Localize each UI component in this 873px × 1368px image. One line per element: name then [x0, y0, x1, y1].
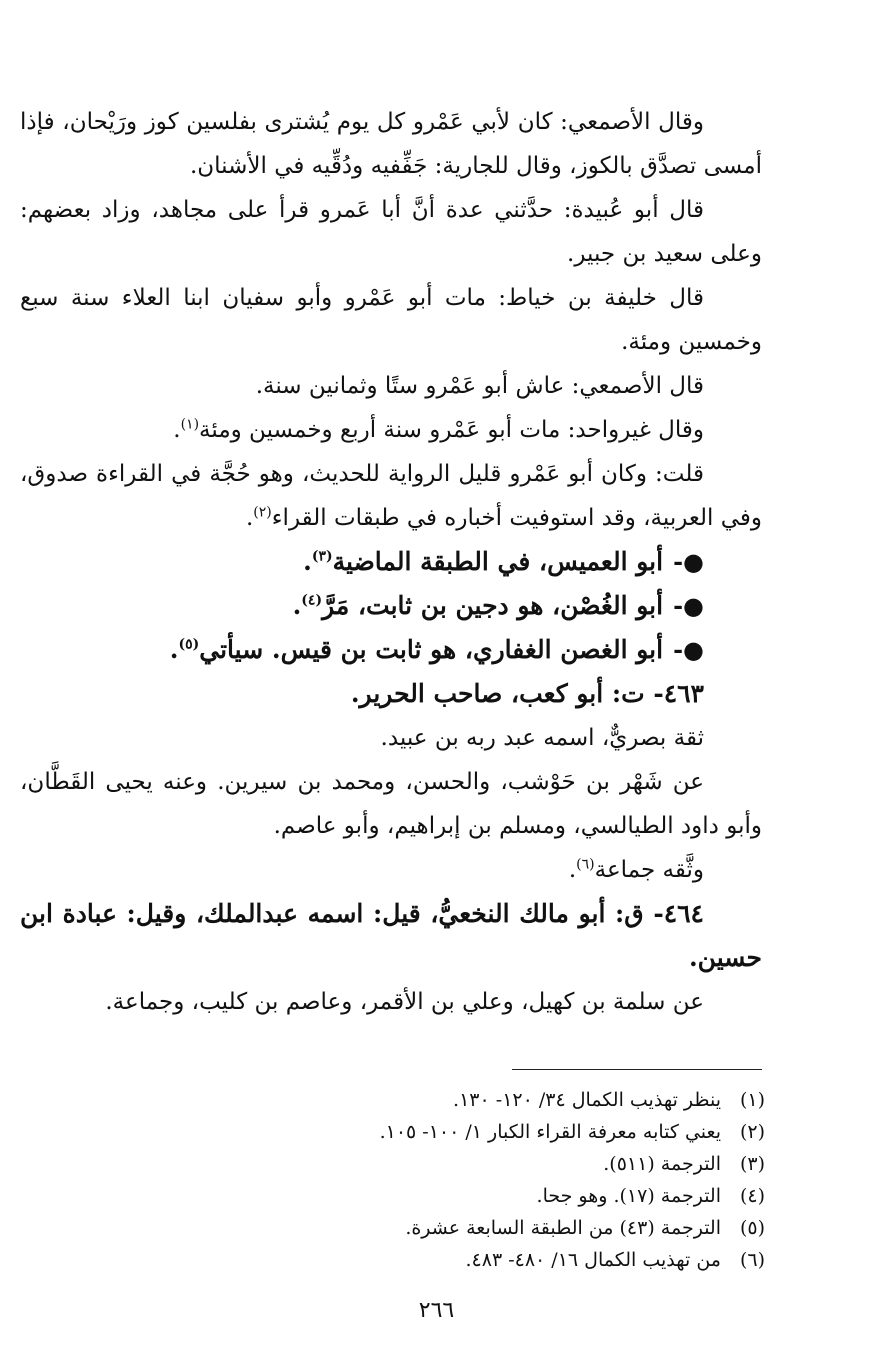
footnote-number: (٥)	[739, 1217, 765, 1239]
footnote-number: (٢)	[739, 1121, 765, 1143]
entry-heading: ٤٦٣- ت: أبو كعب، صاحب الحرير.	[350, 679, 704, 708]
footnote	[125, 1148, 765, 1180]
bullet-item: ●-أبو الغصن الغفاري، هو ثابت بن قيس. سيأتي$^{(٥)}$.	[169, 635, 704, 664]
footnote	[125, 1244, 765, 1276]
footnote-ref: (١)	[180, 416, 200, 433]
footnote	[125, 1116, 765, 1148]
footnote-number: (٦)	[739, 1249, 765, 1271]
footnote-text: الترجمة (١٧). وهو جحا.	[536, 1185, 721, 1207]
paragraph-text: وقال غيرواحد: مات أبو عَمْرو سنة أربع وخمسين ومئة	[199, 417, 704, 443]
footnote-text: من تهذيب الكمال ١٦/ ٤٨٠- ٤٨٣.	[465, 1249, 721, 1271]
bullet-dot-icon: ●-	[673, 547, 704, 576]
paragraph: قال أبو عُبيدة: حدَّثني عدة أنَّ أبا عَمرو قرأ على مجاهد، وزاد بعضهم: وعلى سعيد بن جبير.	[20, 197, 762, 267]
paragraph: قال خليفة بن خياط: مات أبو عَمْرو وأبو سفيان ابنا العلاء سنة سبع وخمسين ومئة.	[20, 285, 762, 355]
entry-line: وثَّقه جماعة$^{(٦)}$.	[568, 856, 704, 883]
footnote-number: (١)	[739, 1089, 765, 1111]
entry-line: عن شَهْر بن حَوْشب، والحسن، ومحمد بن سيرين. وعنه يحيى القَطَّان، وأبو داود الطيالسي، ومسلم بن إبراهيم، وأبو عاصم.	[20, 769, 762, 839]
footnote-text: يعني كتابه معرفة القراء الكبار ١/ ١٠٠- ١٠٥.	[379, 1121, 721, 1143]
entry-heading: ٤٦٤- ق: أبو مالك النخعيُّ، قيل: اسمه عبدالملك، وقيل: عبادة ابن حسين.	[20, 899, 762, 972]
footnote	[125, 1084, 765, 1116]
footnote-text: الترجمة (٤٣) من الطبقة السابعة عشرة.	[405, 1217, 721, 1239]
paragraph: قلت: وكان أبو عَمْرو قليل الرواية للحديث، وهو حُجَّة في القراءة صدوق، وفي العربية، وقد استوفيت أخباره في طبقات القراء$^{(٢)}$.	[20, 461, 762, 531]
entry-line-text: وثَّقه جماعة	[594, 857, 704, 883]
paragraph-text: قلت: وكان أبو عَمْرو قليل الرواية للحديث، وهو حُجَّة في القراءة صدوق، وفي العربية، وقد استوفيت أخباره في طبقات القراء	[20, 461, 762, 531]
footnote	[125, 1212, 765, 1244]
page-number: ٢٦٦	[418, 1298, 455, 1323]
footnote-number: (٣)	[739, 1153, 765, 1175]
bullet-text: أبو الغصن الغفاري، هو ثابت بن قيس. سيأتي	[199, 635, 664, 664]
footnote-ref: (٥)	[178, 636, 200, 653]
bullet-text: أبو العميس، في الطبقة الماضية	[332, 547, 664, 576]
bullet-item: ●-أبو العميس، في الطبقة الماضية$^{(٣)}$.	[303, 547, 704, 576]
footnote-ref: (٤)	[301, 592, 323, 609]
bullet-text: أبو الغُصْن، هو دجين بن ثابت، مَرَّ	[322, 591, 664, 620]
footnote-separator	[512, 1069, 762, 1070]
paragraph: وقال الأصمعي: كان لأبي عَمْرو كل يوم يُشترى بفلسين كوز ورَيْحان، فإذا أمسى تصدَّق بالكوز، وقال للجارية: جَفِّفيه ودُقِّيه في الأشنان.	[20, 109, 762, 179]
footnote	[125, 1180, 765, 1212]
footnote-ref: (٦)	[576, 856, 595, 873]
bullet-dot-icon: ●-	[673, 635, 704, 664]
footnote-number: (٤)	[739, 1185, 765, 1207]
footnote-ref: (٣)	[311, 548, 333, 565]
bullet-item: ●-أبو الغُصْن، هو دجين بن ثابت، مَرَّ$^{(٤)}$.	[292, 591, 704, 620]
paragraph: قال الأصمعي: عاش أبو عَمْرو ستًا وثمانين سنة.	[255, 373, 704, 399]
footnotes	[125, 1084, 765, 1276]
paragraph: وقال غيرواحد: مات أبو عَمْرو سنة أربع وخمسين ومئة$^{(١)}$.	[173, 416, 704, 443]
entry-line: ثقة بصريٌّ، اسمه عبد ربه بن عبيد.	[380, 725, 704, 751]
bullet-dot-icon: ●-	[673, 591, 704, 620]
footnote-text: ينظر تهذيب الكمال ٣٤/ ١٢٠- ١٣٠.	[453, 1089, 721, 1111]
footnote-text: الترجمة (٥١١).	[603, 1153, 721, 1175]
footnote-ref: (٢)	[253, 504, 272, 521]
entry-line: عن سلمة بن كهيل، وعلي بن الأقمر، وعاصم بن كليب، وجماعة.	[105, 989, 704, 1015]
main-text	[20, 100, 762, 1024]
